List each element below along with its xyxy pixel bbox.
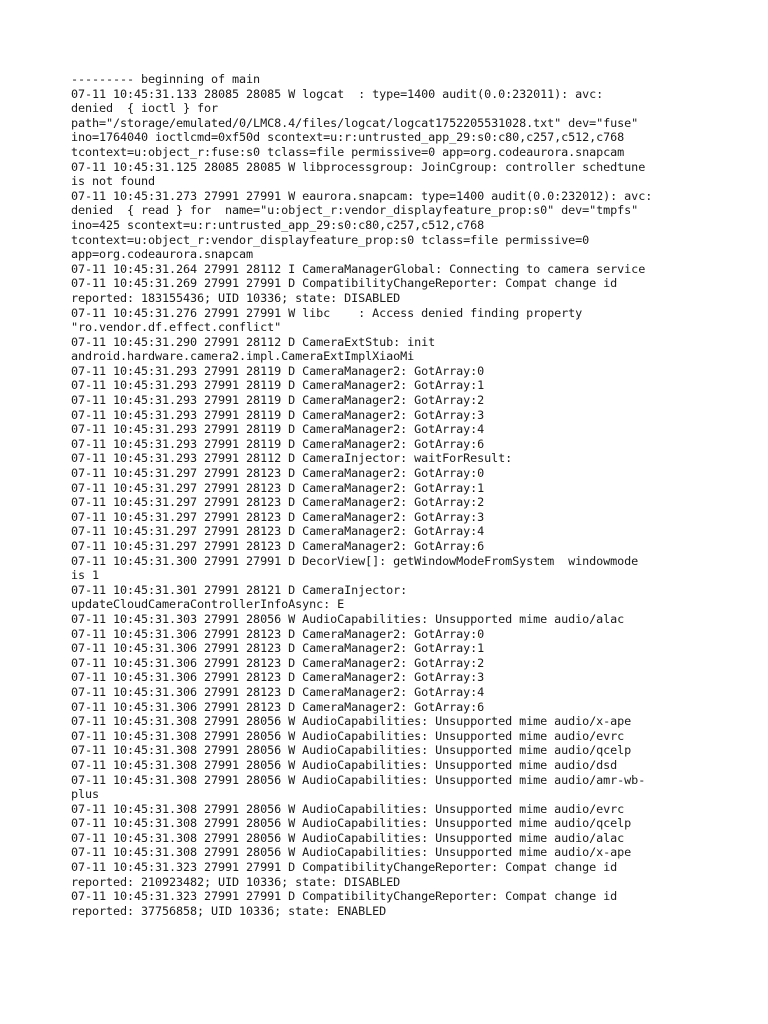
log-line: 07-11 10:45:31.323 27991 27991 D CompatibilityChangeReporter: Compat change id (71, 889, 618, 904)
log-line: 07-11 10:45:31.293 27991 28119 D CameraManager2: GotArray:3 (71, 407, 485, 422)
log-line: 07-11 10:45:31.293 27991 28119 D CameraManager2: GotArray:6 (71, 436, 485, 451)
log-line: 07-11 10:45:31.308 27991 28056 W AudioCapabilities: Unsupported mime audio/amr-wb- (71, 772, 646, 787)
log-line: 07-11 10:45:31.269 27991 27991 D CompatibilityChangeReporter: Compat change id (71, 276, 618, 291)
log-line: 07-11 10:45:31.293 27991 28112 D CameraInjector: waitForResult: (71, 451, 513, 466)
log-line: 07-11 10:45:31.273 27991 27991 W eaurora.snapcam: type=1400 audit(0.0:232012): avc: (71, 188, 653, 203)
log-line: 07-11 10:45:31.125 28085 28085 W libprocessgroup: JoinCgroup: controller schedtune (71, 159, 646, 174)
log-line: 07-11 10:45:31.297 27991 28123 D CameraManager2: GotArray:1 (71, 480, 485, 495)
log-line: 07-11 10:45:31.133 28085 28085 W logcat : type=1400 audit(0.0:232011): avc: (71, 86, 604, 101)
log-line: 07-11 10:45:31.306 27991 28123 D CameraManager2: GotArray:2 (71, 655, 485, 670)
log-line: 07-11 10:45:31.297 27991 28123 D CameraManager2: GotArray:4 (71, 524, 485, 539)
log-line: 07-11 10:45:31.306 27991 28123 D CameraManager2: GotArray:3 (71, 670, 485, 685)
log-line: 07-11 10:45:31.308 27991 28056 W AudioCapabilities: Unsupported mime audio/evrc (71, 728, 625, 743)
log-line: denied { read } for name="u:object_r:vendor_displayfeature_prop:s0" dev="tmpfs" (71, 203, 639, 218)
log-line: updateCloudCameraControllerInfoAsync: E (71, 597, 345, 612)
log-line: plus (71, 787, 100, 802)
log-line: 07-11 10:45:31.297 27991 28123 D CameraManager2: GotArray:2 (71, 495, 485, 510)
log-line: ino=425 scontext=u:r:untrusted_app_29:s0:c80,c257,c512,c768 (71, 217, 485, 232)
log-line: "ro.vendor.df.effect.conflict" (71, 320, 282, 335)
log-line: 07-11 10:45:31.303 27991 28056 W AudioCapabilities: Unsupported mime audio/alac (71, 611, 625, 626)
log-line: android.hardware.camera2.impl.CameraExtImplXiaoMi (71, 349, 415, 364)
log-line: 07-11 10:45:31.308 27991 28056 W AudioCapabilities: Unsupported mime audio/dsd (71, 757, 618, 772)
log-line: ino=1764040 ioctlcmd=0xf50d scontext=u:r:untrusted_app_29:s0:c80,c257,c512,c768 (71, 130, 625, 145)
log-line: 07-11 10:45:31.290 27991 28112 D CameraExtStub: init (71, 334, 436, 349)
log-line: 07-11 10:45:31.306 27991 28123 D CameraManager2: GotArray:4 (71, 684, 485, 699)
log-line: 07-11 10:45:31.306 27991 28123 D CameraManager2: GotArray:0 (71, 626, 485, 641)
logcat-text-view (71, 72, 701, 918)
log-line: tcontext=u:object_r:fuse:s0 tclass=file permissive=0 app=org.codeaurora.snapcam (71, 144, 625, 159)
log-line: 07-11 10:45:31.308 27991 28056 W AudioCapabilities: Unsupported mime audio/evrc (71, 801, 625, 816)
log-line: 07-11 10:45:31.300 27991 27991 D DecorView[]: getWindowModeFromSystem windowmode (71, 553, 639, 568)
log-line: 07-11 10:45:31.276 27991 27991 W libc : Access denied finding property (71, 305, 583, 320)
log-line: reported: 210923482; UID 10336; state: DISABLED (71, 874, 401, 889)
log-line: 07-11 10:45:31.293 27991 28119 D CameraManager2: GotArray:2 (71, 393, 485, 408)
log-line: reported: 37756858; UID 10336; state: ENABLED (71, 903, 387, 918)
log-line: reported: 183155436; UID 10336; state: DISABLED (71, 290, 401, 305)
log-line: 07-11 10:45:31.264 27991 28112 I CameraManagerGlobal: Connecting to camera service (71, 261, 646, 276)
log-line: 07-11 10:45:31.297 27991 28123 D CameraManager2: GotArray:0 (71, 466, 485, 481)
log-line: 07-11 10:45:31.297 27991 28123 D CameraManager2: GotArray:3 (71, 509, 485, 524)
log-line: 07-11 10:45:31.293 27991 28119 D CameraManager2: GotArray:0 (71, 363, 485, 378)
log-line: 07-11 10:45:31.306 27991 28123 D CameraManager2: GotArray:1 (71, 641, 485, 656)
log-line: denied { ioctl } for (71, 101, 219, 116)
log-line: 07-11 10:45:31.308 27991 28056 W AudioCapabilities: Unsupported mime audio/alac (71, 830, 625, 845)
log-line: tcontext=u:object_r:vendor_displayfeature_prop:s0 tclass=file permissive=0 (71, 232, 590, 247)
log-line: path="/storage/emulated/0/LMC8.4/files/logcat/logcat1752205531028.txt" dev="fuse" (71, 115, 639, 130)
log-line: 07-11 10:45:31.306 27991 28123 D CameraManager2: GotArray:6 (71, 699, 485, 714)
log-line: 07-11 10:45:31.308 27991 28056 W AudioCapabilities: Unsupported mime audio/x-ape (71, 714, 632, 729)
log-line: 07-11 10:45:31.301 27991 28121 D CameraInjector: (71, 582, 408, 597)
log-line: 07-11 10:45:31.297 27991 28123 D CameraManager2: GotArray:6 (71, 539, 485, 553)
log-line: app=org.codeaurora.snapcam (71, 247, 254, 262)
log-line: 07-11 10:45:31.308 27991 28056 W AudioCapabilities: Unsupported mime audio/x-ape (71, 845, 632, 860)
log-line: is 1 (71, 568, 100, 583)
log-line: is not found (71, 174, 156, 189)
log-line: 07-11 10:45:31.308 27991 28056 W AudioCapabilities: Unsupported mime audio/qcelp (71, 816, 632, 831)
log-line: 07-11 10:45:31.308 27991 28056 W AudioCapabilities: Unsupported mime audio/qcelp (71, 743, 632, 758)
log-line: --------- beginning of main (71, 72, 261, 86)
log-line: 07-11 10:45:31.293 27991 28119 D CameraManager2: GotArray:4 (71, 422, 485, 437)
log-line: 07-11 10:45:31.323 27991 27991 D CompatibilityChangeReporter: Compat change id (71, 860, 618, 875)
log-line: 07-11 10:45:31.293 27991 28119 D CameraManager2: GotArray:1 (71, 378, 485, 393)
